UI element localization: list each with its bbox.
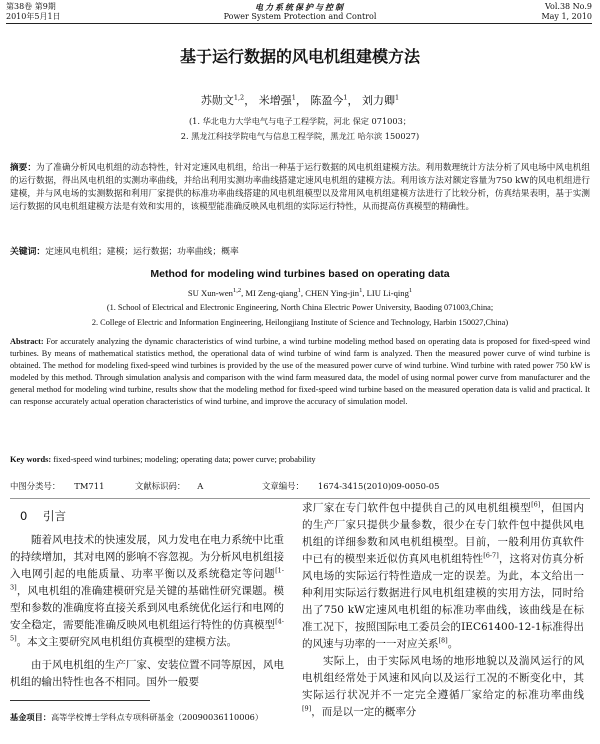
affiliation-en-1: (1. School of Electrical and Electronic Engineering, North China Electric Power University, Baoding 071003,China; bbox=[106, 303, 494, 312]
article-number bbox=[262, 480, 439, 492]
author-sup: 1,2 bbox=[233, 93, 245, 102]
clc-label: 中图分类号： bbox=[10, 481, 61, 491]
keywords-label-cn: 关键词： bbox=[10, 247, 46, 257]
abstract-label-en: Abstract: bbox=[10, 337, 44, 346]
author-sup: 1 bbox=[291, 93, 296, 102]
para-text: 求厂家在专门软件包中提供自己的风电机组模型 bbox=[302, 502, 532, 514]
section-number: 0 bbox=[20, 509, 28, 523]
footnote bbox=[10, 712, 263, 723]
clc-number bbox=[10, 480, 104, 492]
citation: [9] bbox=[302, 704, 312, 713]
citation: [6] bbox=[531, 500, 541, 509]
author-sup: 1,2 bbox=[232, 287, 242, 295]
citation: [8] bbox=[438, 636, 448, 645]
author-en: MI Zeng-qiang bbox=[245, 288, 298, 298]
authors-en: SU Xun-wen$^{1,2}$, MI Zeng-qiang$^1$, CHEN Ying-jin$^1$, LIU Li-qing$^1$ bbox=[187, 287, 413, 298]
abstract-text-cn: 为了准确分析风电机组的动态特性，针对定速风电机组，给出一种基于运行数据的风电机组建模方法。利用数理统计方法分析了风电场中风电机组的运行数据，得出风电机组的实测功率曲线，并给出利用实测功率曲线搭建定速风电机组的建模方法。利用该方法对额定容量为750 kW的风电机组进行建模，并与风电场的实测数据和利用厂家提供的标准功率曲线搭建的风电机组模型以及常用风电机组建模方法进行了比较分析，仿真结果表明，基于实测运行数据的风电机组建模方法是有效和实用的，该模型能准确反映风电机组的实际运行特性，从而提高仿真模型的精确性。 bbox=[10, 163, 590, 212]
keywords-text-en: fixed-speed wind turbines; modeling; operating data; power curve; probability bbox=[53, 455, 316, 464]
author-en: SU Xun-wen bbox=[187, 288, 233, 298]
abstract-label-cn: 摘要： bbox=[10, 163, 36, 173]
author-en: CHEN Ying-jin bbox=[305, 288, 360, 298]
paper-title-cn: 基于运行数据的风电机组建模方法 bbox=[179, 47, 420, 66]
volume-issue-cn: 第38卷 第9期 bbox=[6, 2, 56, 11]
author-sup: 1 bbox=[359, 287, 363, 295]
para-text: 由于风电机组的生产厂家、安装位置不同等原因，风电机组的输出特性也各不相同。国外一般要 bbox=[10, 659, 284, 688]
clc-value: TM711 bbox=[74, 481, 105, 491]
date-en: May 1, 2010 bbox=[541, 12, 592, 21]
paragraph bbox=[10, 532, 284, 651]
affiliation-cn-1: (1. 华北电力大学电气与电子工程学院，河北 保定 071003； bbox=[188, 116, 411, 126]
para-text: 实际上，由于实际风电场的地形地貌以及湍风运行的风电机组经常处于风速和风向以及运行工况的不断变化中，其实际运行状况并不一定完全遵循厂家给定的标准功率曲线 bbox=[302, 655, 584, 701]
abstract-text-en: For accurately analyzing the dynamic characteristics of wind turbine, a wind turbine modeling method based on operating data is proposed for fixed-speed wind turbines. By means of mathematical statistics method, the operational data of wind turbine of wind farm is analyzed. Then the measured power curve of wind turbine is obtained. The method for modeling fixed-speed wind turbines is provided by the use of the measured power curve of wind turbine. Wind turbine with rated power 750 kW is modeled by this method. Through simulation analysis and comparison with the wind farm measured data, the model of using normal power curve from manufacturer and the general method for modeling wind turbine, results show that the modeling method for fixed-speed wind turbine based on the measured operation data is valid and practical. It can response accurately actual operation characteristics of wind turbine, and improve the accuracy of simulation model. bbox=[10, 337, 590, 406]
para-text: ，而是以一定的概率分 bbox=[311, 706, 417, 718]
author-cn: 陈盈今 bbox=[310, 94, 344, 107]
citation: [4-5] bbox=[10, 617, 284, 643]
affiliation-cn-2: 2. 黑龙江科技学院电气与信息工程学院，黑龙江 哈尔滨 150027) bbox=[180, 131, 420, 141]
citation: [6-7] bbox=[483, 551, 499, 560]
abstract-en bbox=[10, 336, 590, 408]
section-title: 引言 bbox=[42, 509, 66, 523]
affiliation-en-2: 2. College of Electric and Information Engineering, Heilongjiang Institute of Science and Technology, Harbin 150027,China) bbox=[91, 318, 509, 327]
doc-value: A bbox=[197, 481, 204, 491]
author-sup: 1 bbox=[343, 93, 348, 102]
journal-issue-right bbox=[541, 2, 592, 22]
citation: [1-3] bbox=[10, 566, 284, 592]
author-sup: 1 bbox=[297, 287, 301, 295]
author-cn: 米增强 bbox=[258, 94, 292, 107]
authors-cn: 苏勋文$^{1,2}$， 米增强$^1$， 陈盈今$^1$， 刘力卿$^1$ bbox=[200, 93, 400, 107]
keywords-cn bbox=[10, 244, 590, 257]
footnote-rule bbox=[10, 700, 150, 701]
section-heading bbox=[20, 508, 66, 524]
author-cn: 刘力卿 bbox=[361, 94, 395, 107]
para-text: ，风电机组的准确建模研究是关键的基础性研究课题。模型和参数的准确度将直接关系到风电系统优化运行和电网的安全稳定，需要能准确反映风电机组运行特性的仿真模型 bbox=[10, 585, 284, 631]
author-en: LIU Li-qing bbox=[366, 288, 409, 298]
body-column-right bbox=[302, 500, 584, 721]
footnote-label: 基金项目： bbox=[10, 712, 51, 722]
paragraph bbox=[302, 653, 584, 721]
para-text: 。 bbox=[447, 638, 459, 650]
section-rule bbox=[10, 498, 590, 499]
keywords-text-cn: 定速风电机组；建模；运行数据；功率曲线；概率 bbox=[45, 247, 239, 257]
volume-issue-en: Vol.38 No.9 bbox=[545, 2, 592, 11]
paragraph bbox=[302, 500, 584, 653]
date-cn: 2010年5月1日 bbox=[6, 12, 61, 21]
journal-name bbox=[0, 2, 600, 22]
body-column-left bbox=[10, 532, 284, 691]
journal-name-cn: 电力系统保护与控制 bbox=[255, 2, 345, 12]
keywords-label-en: Key words: bbox=[10, 455, 52, 464]
author-sup: 1 bbox=[394, 93, 400, 102]
author-cn: 苏勋文 bbox=[200, 94, 234, 107]
journal-name-en: Power System Protection and Control bbox=[223, 12, 377, 21]
doc-code bbox=[135, 480, 203, 492]
art-value: 1674-3415(2010)09-0050-05 bbox=[317, 481, 440, 491]
art-label: 文章编号： bbox=[262, 481, 304, 491]
para-text: ，这将对仿真分析风电场的实际运行特性造成一定的误差。为此，本文给出一种利用实际运行数据进行风电机组建模的实用方法，同时给出了750 kW定速风电机组的标准功率曲线，该曲线是在标准工况下，按照国际电工委员会的IEC61400-12-1标准得出的风速与功率的一一对应关系 bbox=[302, 553, 584, 650]
para-text: 随着风电技术的快速发展，风力发电在电力系统中比重的持续增加，其对电网的影响不容忽视。为分析风电机组接入电网引起的电能质量、功率平衡以及系统稳定等问题 bbox=[10, 534, 284, 580]
keywords-en bbox=[10, 455, 590, 464]
paragraph bbox=[10, 657, 284, 691]
footnote-text: 高等学校博士学科点专项科研基金（20090036110006） bbox=[50, 712, 264, 722]
abstract-cn bbox=[10, 162, 590, 214]
doc-label: 文献标识码： bbox=[135, 481, 186, 491]
author-sup: 1 bbox=[408, 287, 413, 295]
paper-title-en: Method for modeling wind turbines based on operating data bbox=[150, 268, 450, 280]
para-text: ，但国内的生产厂家只提供少量参数，很少在专门软件包中提供风电机组的详细参数和风电机组模型。目前，一般利用仿真软件中已有的模型来近似仿真风电机组特性 bbox=[302, 502, 585, 565]
para-text: 。本文主要研究风电机组仿真模型的建模方法。 bbox=[16, 636, 238, 648]
header-rule bbox=[6, 23, 592, 24]
